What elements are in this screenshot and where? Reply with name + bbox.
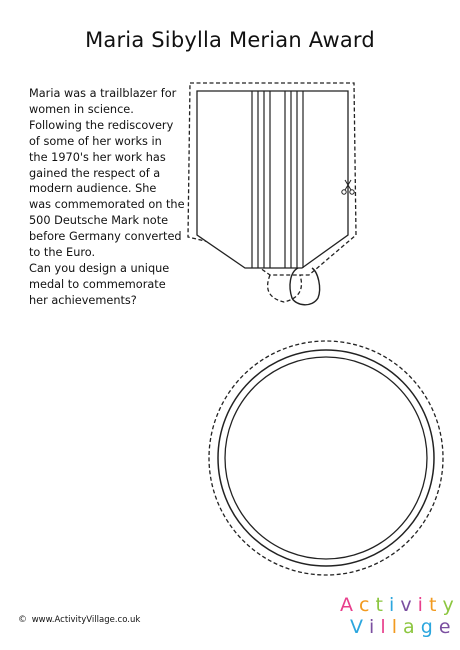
logo-word-activity [340, 595, 454, 615]
logo-letter: a [403, 616, 415, 638]
logo-letter: c [359, 594, 370, 616]
description-line: Following the rediscovery [29, 118, 174, 132]
description-line: before Germany converted [29, 230, 182, 244]
activity-village-logo [338, 594, 454, 643]
description-line: medal to commemorate [29, 277, 166, 291]
description-line: Can you design a unique [29, 261, 170, 275]
description-line: gained the respect of a [29, 166, 161, 180]
description-line: 500 Deutsche Mark note [29, 214, 169, 228]
description-line: modern audience. She [29, 182, 157, 196]
logo-letter: e [438, 616, 451, 638]
description-line: the 1970's her work has [29, 150, 166, 164]
description-line: women in science. [29, 102, 134, 116]
medal-ring [290, 268, 320, 305]
copyright-text: www.ActivityVillage.co.uk [31, 615, 141, 625]
description-line: Maria was a trailblazer for [29, 87, 177, 100]
medal-cut-line[interactable] [268, 275, 302, 302]
description-line: of some of her works in [29, 134, 162, 148]
logo-letter: v [400, 594, 412, 616]
ribbon [197, 91, 348, 268]
logo-letter: i [389, 594, 395, 616]
logo-letter: V [350, 616, 363, 638]
logo-letter: A [340, 594, 353, 616]
logo-letter: i [369, 616, 375, 638]
medal-disc-inner [225, 357, 427, 559]
logo-letter: t [429, 594, 437, 616]
copyright-footer [18, 615, 140, 625]
logo-word-village [350, 617, 451, 637]
logo-letter: t [375, 594, 383, 616]
copyright-icon: © [18, 615, 27, 625]
page-title: Maria Sibylla Merian Award [85, 28, 375, 52]
description-line: was commemorated on the [29, 198, 185, 212]
logo-letter: l [380, 616, 386, 638]
description-line: to the Euro. [29, 246, 96, 260]
logo-letter: g [420, 616, 433, 638]
logo-letter: l [391, 616, 397, 638]
description-line: her achievements? [29, 293, 137, 307]
logo-letter: i [417, 594, 423, 616]
logo-letter: y [442, 594, 454, 616]
